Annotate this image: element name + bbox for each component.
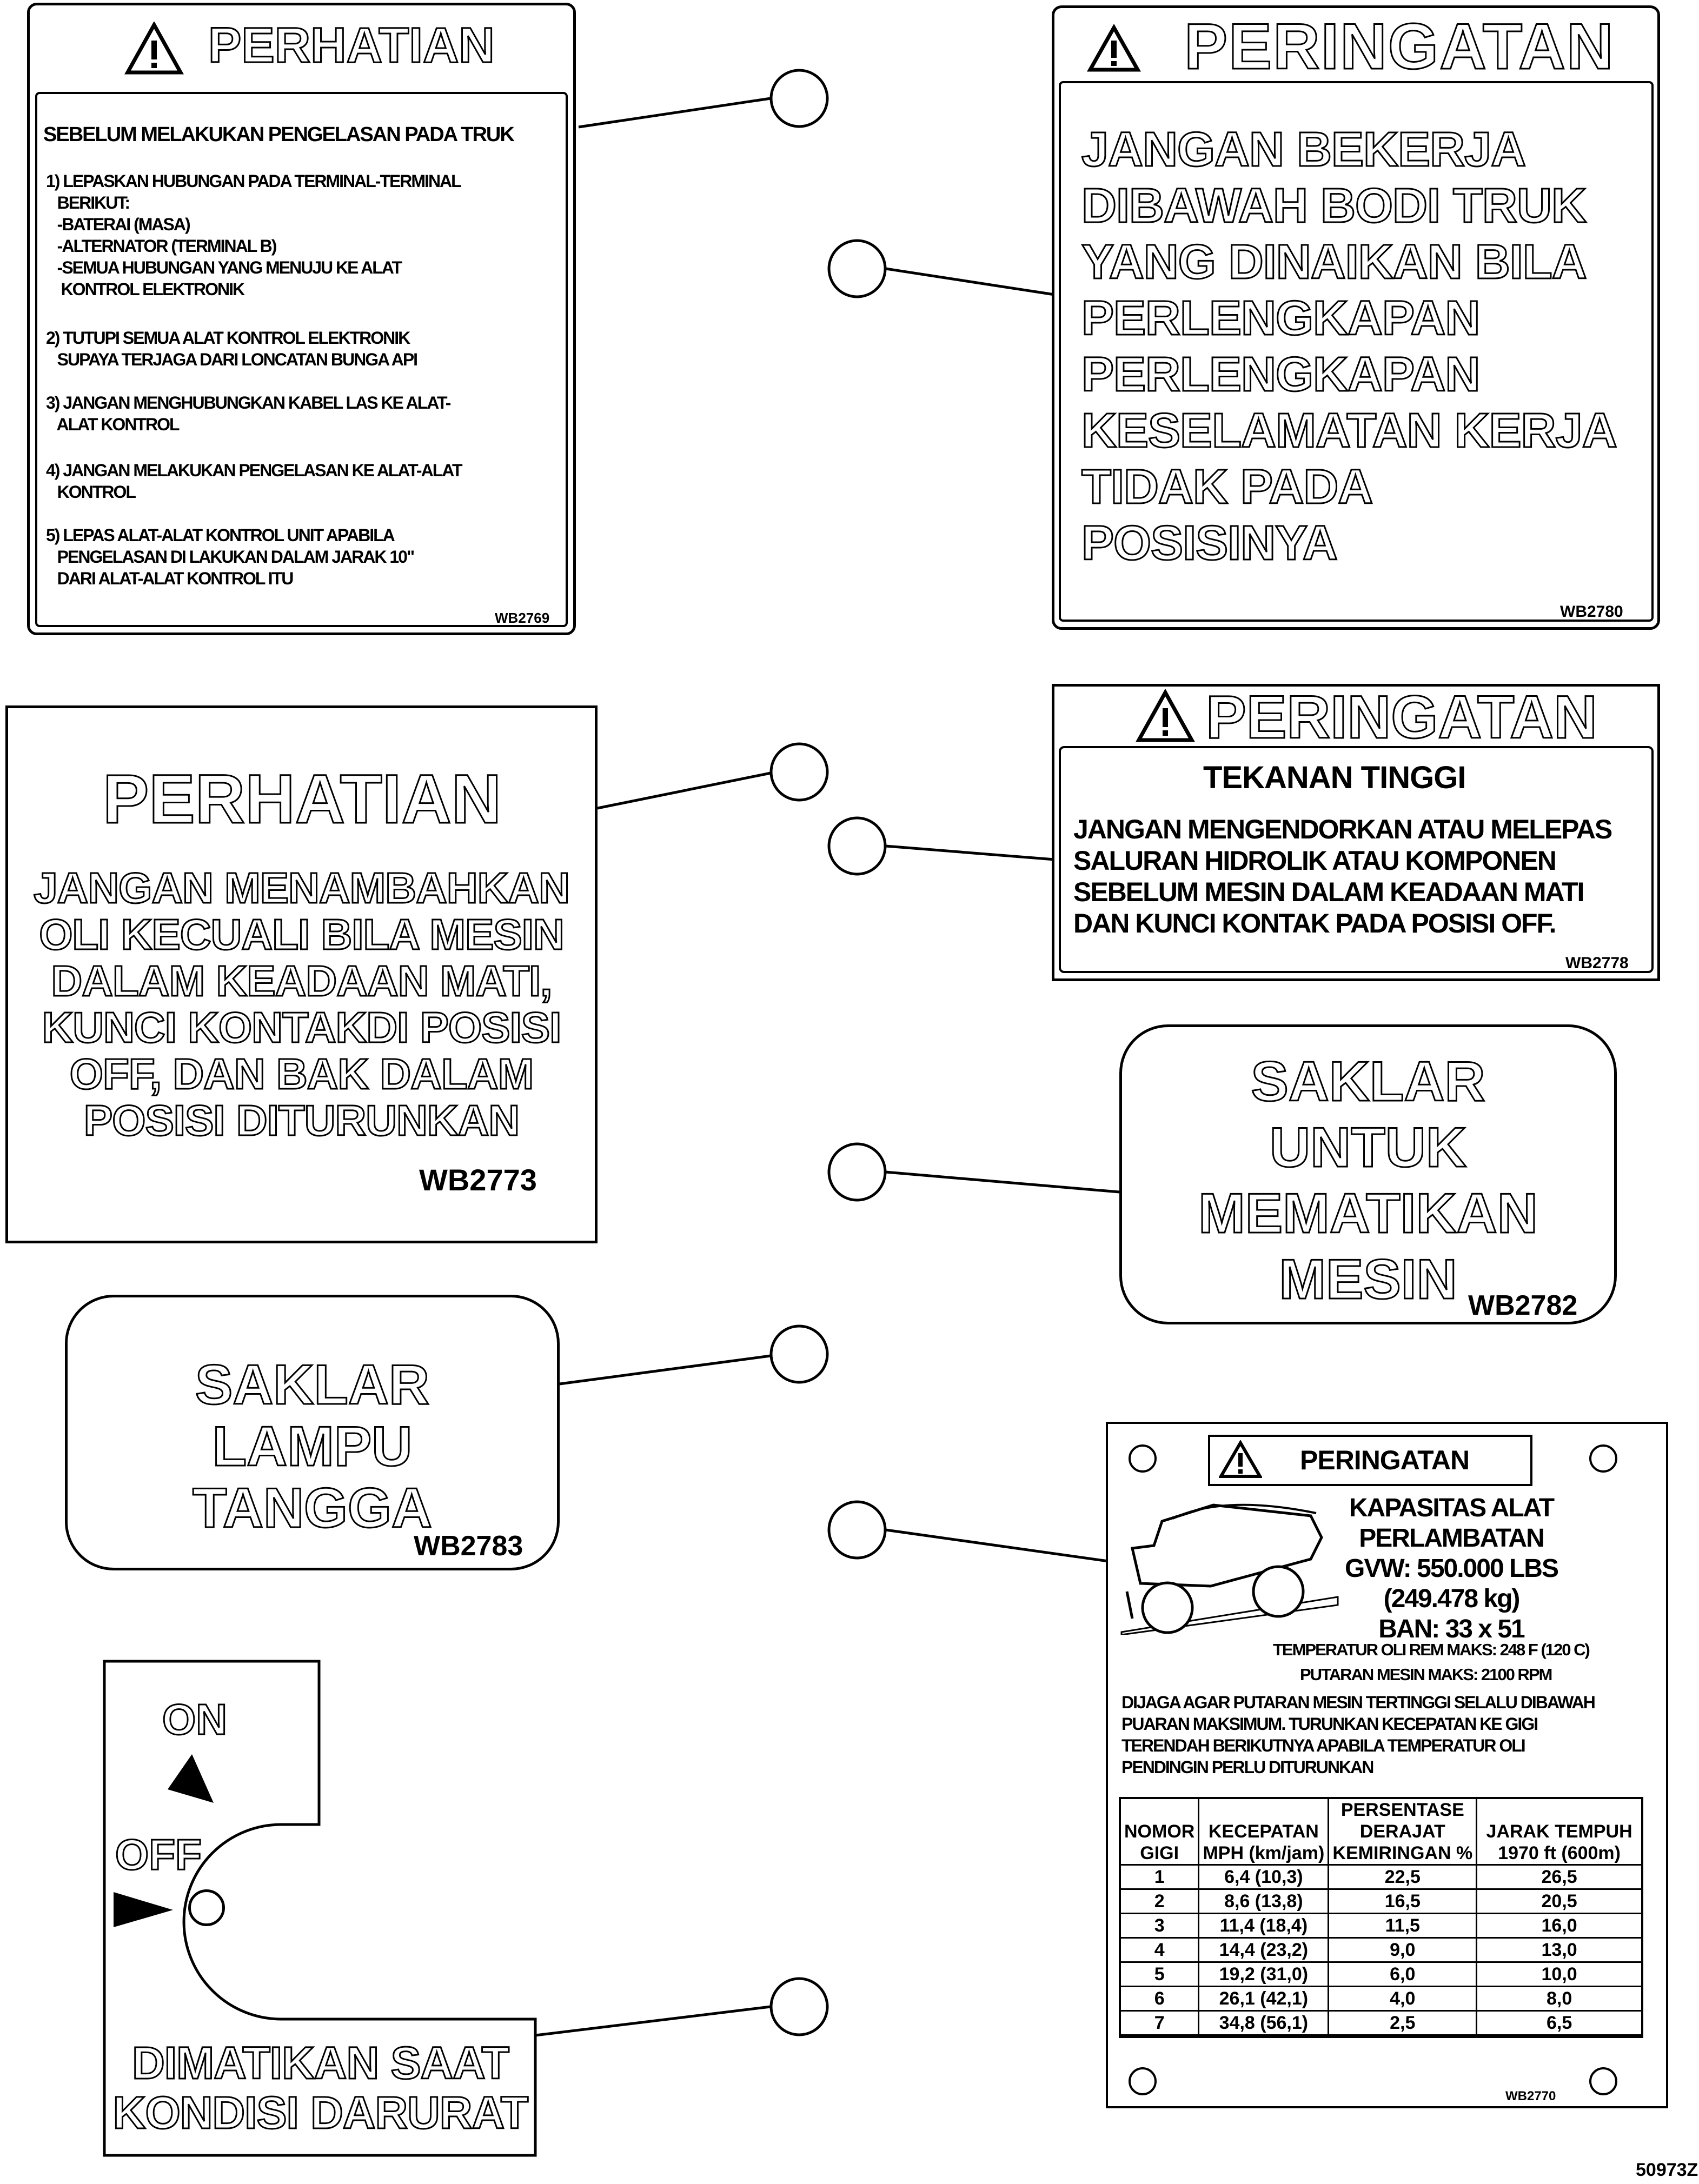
figure-id: 50973Z — [1636, 2160, 1698, 2180]
callout-circle — [829, 1144, 885, 1200]
decal-wb2769 — [27, 3, 576, 635]
callout-circle — [829, 1502, 885, 1558]
table-cell: 8,6 (13,8) — [1199, 1889, 1329, 1914]
callout-circle — [771, 744, 827, 800]
gear-table — [1119, 1797, 1643, 2038]
instruction-item: 3) JANGAN MENGHUBUNGKAN KABEL LAS KE ALAT- ALAT KONTROL — [46, 393, 450, 434]
decal-body: DIMATIKAN SAAT KONDISI DARURAT — [112, 2037, 528, 2138]
table-cell: 34,8 (56,1) — [1199, 2011, 1329, 2035]
mounting-hole — [1129, 1444, 1157, 1473]
table-cell: 6 — [1121, 1987, 1199, 2011]
decal-code: WB2778 — [1565, 954, 1629, 972]
callout-circle — [771, 1326, 827, 1382]
table-cell: 9,0 — [1329, 1938, 1477, 1962]
table-cell: 6,4 (10,3) — [1199, 1865, 1329, 1889]
callout-circle — [771, 70, 827, 126]
on-label: ON — [162, 1695, 227, 1743]
table-row — [1121, 1914, 1641, 1938]
instruction-item: 2) TUTUPI SEMUA ALAT KONTROL ELEKTRONIK SUPAYA TERJAGA DARI LONCATAN BUNGA API — [46, 328, 417, 369]
decal-heading: SEBELUM MELAKUKAN PENGELASAN PADA TRUK — [43, 123, 514, 146]
column-header: JARAK TEMPUH 1970 ft (600m) — [1477, 1799, 1641, 1865]
decal-code: WB2770 — [1505, 2089, 1556, 2103]
warning-triangle-icon — [1219, 1440, 1262, 1479]
table-row — [1121, 1889, 1641, 1914]
table-cell: 5 — [1121, 1962, 1199, 1987]
table-row — [1121, 1938, 1641, 1962]
table-cell: 3 — [1121, 1914, 1199, 1938]
mounting-hole — [1129, 2067, 1157, 2095]
table-cell: 10,0 — [1477, 1962, 1641, 1987]
table-cell: 6,5 — [1477, 2011, 1641, 2035]
decal-title: PERHATIAN — [103, 761, 502, 838]
table-cell: 8,0 — [1477, 1987, 1641, 2011]
table-cell: 16,0 — [1477, 1914, 1641, 1938]
table-cell: 4 — [1121, 1938, 1199, 1962]
decal-title: PERINGATAN — [1300, 1445, 1470, 1475]
indicator-hole — [188, 1889, 225, 1926]
table-cell: 22,5 — [1329, 1865, 1477, 1889]
warning-triangle-icon — [1087, 24, 1141, 73]
table-cell: 1 — [1121, 1865, 1199, 1889]
decal-title: PERINGATAN — [1206, 683, 1597, 751]
decal-wb2783 — [65, 1295, 560, 1570]
decal-body: SAKLAR UNTUK MEMATIKAN MESIN — [1198, 1050, 1538, 1311]
instruction-item: 4) JANGAN MELAKUKAN PENGELASAN KE ALAT-ALAT KONTROL — [46, 461, 462, 502]
table-row — [1121, 1865, 1641, 1889]
callout-circle — [829, 818, 885, 874]
instruction-note: DIJAGA AGAR PUTARAN MESIN TERTINGGI SELALU DIBAWAH PUARAN MAKSIMUM. TURUNKAN KECEPATAN KE GIGI TERENDAH BERIKUTNYA APABILA TEMPERATUR OLI PENDINGIN PERLU DITURUNKAN — [1121, 1693, 1595, 1777]
column-header: KECEPATAN MPH (km/jam) — [1199, 1799, 1329, 1865]
table-cell: 19,2 (31,0) — [1199, 1962, 1329, 1987]
decal-title: PERINGATAN — [1184, 10, 1615, 83]
table-cell: 14,4 (23,2) — [1199, 1938, 1329, 1962]
decal-wb2780 — [1052, 5, 1660, 630]
mounting-hole — [1589, 2067, 1617, 2095]
capacity-text: KAPASITAS ALAT PERLAMBATAN GVW: 550.000 LBS (249.478 kg) BAN: 33 x 51 — [1345, 1494, 1558, 1643]
decal-code: WB2780 — [1560, 603, 1623, 621]
decal-wb2782 — [1119, 1024, 1617, 1324]
off-label: OFF — [115, 1830, 202, 1879]
truck-on-slope-icon — [1116, 1494, 1343, 1635]
decal-wb2778 — [1052, 684, 1660, 981]
table-header-row — [1121, 1799, 1641, 1865]
table-cell: 20,5 — [1477, 1889, 1641, 1914]
warning-triangle-icon — [1136, 689, 1195, 743]
decal-body: SAKLAR LAMPU TANGGA — [193, 1354, 432, 1540]
decal-wb2773 — [5, 705, 598, 1243]
table-row — [1121, 1962, 1641, 1987]
table-cell: 2,5 — [1329, 2011, 1477, 2035]
off-arrow-icon — [111, 1889, 178, 1933]
decal-code: WB2773 — [419, 1163, 537, 1197]
decal-code: WB2783 — [414, 1530, 523, 1562]
instruction-item: 1) LEPASKAN HUBUNGAN PADA TERMINAL-TERMINAL BERIKUT: -BATERAI (MASA) -ALTERNATOR (TERMINAL B) -SEMUA HUBUNGAN YANG MENUJU KE ALAT KONTROL ELEKTRONIK — [46, 171, 461, 299]
table-row — [1121, 1987, 1641, 2011]
decal-body: JANGAN BEKERJA DIBAWAH BODI TRUK YANG DINAIKAN BILA PERLENGKAPAN PERLENGKAPAN KESELAMATAN KERJA TIDAK PADA POSISINYA — [1081, 123, 1617, 570]
decal-wb2770 — [1106, 1422, 1668, 2108]
mounting-hole — [1589, 1444, 1617, 1473]
callout-circle — [771, 1979, 827, 2035]
table-cell: 11,4 (18,4) — [1199, 1914, 1329, 1938]
table-row — [1121, 2011, 1641, 2035]
on-arrow-icon — [162, 1752, 222, 1806]
column-header: PERSENTASE DERAJAT KEMIRINGAN % — [1329, 1799, 1477, 1865]
table-cell: 13,0 — [1477, 1938, 1641, 1962]
column-header: NOMOR GIGI — [1121, 1799, 1199, 1865]
decal-code: WB2769 — [495, 610, 550, 626]
warning-triangle-icon — [124, 22, 184, 76]
table-cell: 2 — [1121, 1889, 1199, 1914]
table-cell: 16,5 — [1329, 1889, 1477, 1914]
brake-oil-temp: TEMPERATUR OLI REM MAKS: 248 F (120 C) — [1273, 1640, 1589, 1659]
table-cell: 6,0 — [1329, 1962, 1477, 1987]
decal-body: JANGAN MENGENDORKAN ATAU MELEPAS SALURAN HIDROLIK ATAU KOMPONEN SEBELUM MESIN DALAM KEADAAN MATI DAN KUNCI KONTAK PADA POSISI OFF. — [1073, 814, 1612, 938]
table-cell: 7 — [1121, 2011, 1199, 2035]
table-cell: 11,5 — [1329, 1914, 1477, 1938]
instruction-item: 5) LEPAS ALAT-ALAT KONTROL UNIT APABILA PENGELASAN DI LAKUKAN DALAM JARAK 10" DARI ALAT-ALAT KONTROL ITU — [46, 525, 414, 588]
callout-circle — [829, 241, 885, 297]
table-cell: 26,5 — [1477, 1865, 1641, 1889]
table-cell: 4,0 — [1329, 1987, 1477, 2011]
decal-code: WB2782 — [1468, 1290, 1578, 1321]
max-engine-rpm: PUTARAN MESIN MAKS: 2100 RPM — [1300, 1665, 1552, 1684]
decal-body: JANGAN MENAMBAHKAN OLI KECUALI BILA MESIN DALAM KEADAAN MATI, KUNCI KONTAKDI POSISI OFF, DAN BAK DALAM POSISI DITURUNKAN — [34, 864, 569, 1144]
decal-title: PERHATIAN — [208, 18, 495, 73]
decal-subtitle: TEKANAN TINGGI — [1203, 760, 1466, 795]
table-cell: 26,1 (42,1) — [1199, 1987, 1329, 2011]
